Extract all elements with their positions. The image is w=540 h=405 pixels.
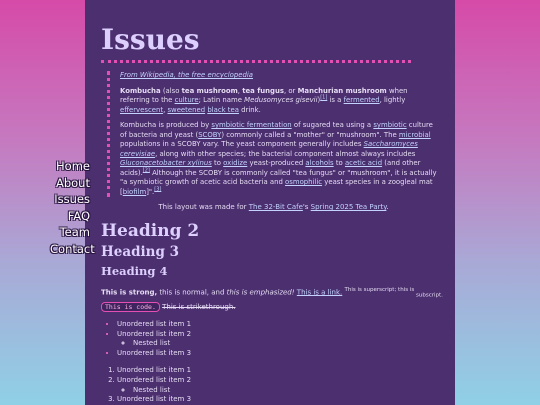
tea-party-link[interactable]: Spring 2025 Tea Party [310, 203, 387, 211]
list-item: • Unordered list item 1 [117, 320, 446, 330]
microbial-link[interactable]: microbial [398, 130, 431, 139]
nested-list-item: ◦ Nested list [133, 339, 446, 349]
osmophilic-link[interactable]: osmophilic [285, 178, 323, 186]
inline-formatting-sample: This is strong, this is normal, and this is emphasized! This is a link. $^{This is superscript;}$ $^{this is}$ $_{subscript.}$ This is code. This is strikethrough. [101, 287, 443, 311]
code-sample: This is code. [101, 302, 160, 312]
alcohols-link[interactable]: alcohols [305, 159, 334, 167]
gluconacetobacter-link[interactable]: Gluconacetobacter xylinus [120, 159, 212, 167]
nested-list [117, 339, 446, 349]
page-title: Issues [101, 23, 200, 56]
list-item: 1. Unordered list item 1 [117, 366, 446, 376]
dotted-divider [101, 60, 411, 63]
unordered-list [101, 320, 446, 359]
symbiotic-link[interactable]: symbiotic [373, 121, 407, 129]
wikipedia-quote [107, 71, 437, 197]
sample-link[interactable]: This is a link. [296, 288, 343, 297]
fermented-link[interactable]: fermented [343, 96, 380, 104]
nav-issues[interactable]: Issues [54, 192, 90, 206]
credit-line: This layout was made for The 32-Bit Cafe's Spring 2025 Tea Party. [158, 203, 389, 211]
black-tea-link[interactable]: black tea [207, 105, 239, 114]
ref-3-link[interactable]: [3] [154, 186, 162, 193]
main-content [101, 22, 446, 405]
nav-team[interactable]: Team [59, 225, 90, 239]
list-item: 2. Unordered list item 2 ◦ Nested list [117, 376, 446, 396]
nav-contact[interactable]: Contact [50, 241, 95, 256]
biofilm-link[interactable]: biofilm [122, 187, 147, 196]
saccharomyces-link[interactable]: Saccharomyces cerevisiae [120, 140, 418, 158]
strong-text: This is strong, [101, 288, 158, 297]
quote-paragraph-2: Kombucha is produced by symbiotic fermentation of sugared tea using a symbiotic culture of bacteria and yeast (SCOBY) commonly called a "mother" or "mushroom". The microbial populations in a SCOBY vary. The yeast component generally includes Saccharomyces cerevisiae, along with other species; the bacterial component almost always includes Gluconacetobacter xylinus to oxidize yeast-produced alcohols to acetic acid (and other acids).[2] Although the SCOBY is commonly called "tea fungus" or "mushroom", it is actually "a symbiotic growth of acetic acid bacteria and osmophilic yeast species in a zoogleal mat [biofilm]".[3] [120, 121, 437, 196]
heading-3: Heading 3 [101, 244, 180, 260]
nav-faq[interactable]: FAQ [67, 208, 90, 223]
kombucha-term: Kombucha [120, 86, 161, 95]
site-nav [50, 158, 95, 257]
effervescent-link[interactable]: effervescent [120, 105, 164, 114]
right-wave-edge [450, 0, 460, 405]
emphasized-text: this is emphasized! [226, 288, 295, 297]
nav-about[interactable]: About [55, 175, 90, 190]
list-item: • Unordered list item 2 ◦ Nested list [117, 330, 446, 350]
superscript-text: This is superscript; [344, 287, 397, 293]
nav-home[interactable]: Home [56, 159, 90, 173]
oxidize-link[interactable]: oxidize [223, 159, 248, 167]
scoby-link[interactable]: SCOBY [198, 130, 222, 139]
culture-link[interactable]: culture [174, 96, 199, 104]
heading-4: Heading 4 [101, 264, 168, 278]
symbiotic-fermentation-link[interactable]: symbiotic fermentation [211, 121, 292, 129]
wikipedia-source-link[interactable]: From Wikipedia, the free encyclopedia [120, 71, 253, 79]
list-item: 3. Unordered list item 3 [117, 395, 446, 405]
ordered-list [101, 366, 446, 405]
strikethrough-text: This is strikethrough. [162, 302, 236, 311]
subscript-text: subscript. [415, 292, 443, 299]
list-item: • Unordered list item 3 [117, 349, 446, 359]
32bit-cafe-link[interactable]: The 32-Bit Cafe [248, 203, 303, 211]
acetic-acid-link[interactable]: acetic acid [344, 159, 383, 167]
nested-list [117, 386, 446, 396]
nested-list-item: ◦ Nested list [133, 386, 446, 396]
quote-paragraph-1: Kombucha (also tea mushroom, tea fungus, or Manchurian mushroom when referring to the culture; Latin name Medusomyces gisevii)[1] is a fermented, lightly effervescent, sweetened black tea drink. [120, 86, 408, 114]
ref-1-link[interactable]: [1] [320, 94, 328, 101]
heading-2: Heading 2 [101, 221, 200, 241]
ref-2-link[interactable]: [2] [142, 167, 150, 174]
sweetened-link[interactable]: sweetened [167, 105, 206, 114]
